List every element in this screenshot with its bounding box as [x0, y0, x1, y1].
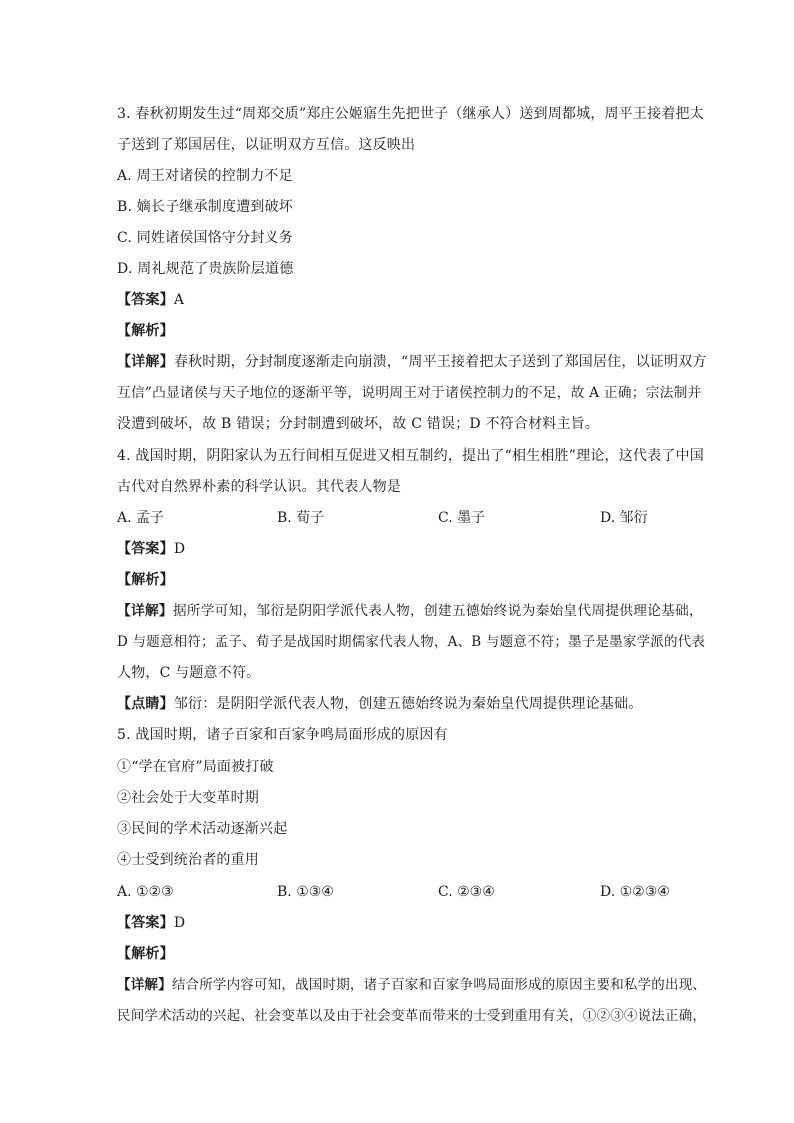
- q3-option-b: B. 嫡长子继承制度遭到破坏: [117, 199, 293, 215]
- q5-detail-line-1: [117, 975, 707, 995]
- q3-stem-line-2: 子送到了郑国居住，以证明双方互信。这反映出: [117, 137, 416, 153]
- q5-analysis: [117, 944, 707, 964]
- detail-text: 春秋时期，分封制度逐渐走向崩溃，“周平王接着把太子送到了郑国居住，以证明双方: [173, 354, 707, 370]
- q3-detail-line-3: 没遭到破坏，故 B 错误；分封制遭到破坏，故 C 错误；D 不符合材料主旨。: [117, 416, 600, 432]
- q5-item-2: ②社会处于大变革时期: [117, 790, 259, 806]
- point-text: 邹衍：是阴阳学派代表人物，创建五德始终说为秦始皇代周提供理论基础。: [173, 696, 643, 712]
- q3-option-c: C. 同姓诸侯国恪守分封义务: [117, 230, 293, 246]
- q3-option-d: D. 周礼规范了贵族阶层道德: [117, 261, 294, 277]
- q4-detail-line-3: 人物，C 与题意不符。: [117, 665, 261, 681]
- q5-option-a: A. ①②③: [117, 884, 174, 900]
- q3-detail-line-2: 互信”凸显诸侯与天子地位的逐渐平等，说明周王对于诸侯控制力的不足，故 A 正确；宗法制并: [117, 385, 702, 401]
- analysis-tag: 【解析】: [117, 946, 174, 962]
- q3-detail-line-1: [117, 352, 707, 372]
- q4-analysis: [117, 570, 707, 590]
- answer-value: A: [173, 292, 185, 308]
- q5-option-c: C. ②③④: [438, 884, 495, 900]
- q5-stem: 5. 战国时期，诸子百家和百家争鸣局面形成的原因有: [117, 727, 448, 743]
- q5-option-d: D. ①②③④: [600, 884, 670, 900]
- q4-option-b: B. 荀子: [277, 510, 325, 526]
- point-tag: 【点睛】: [117, 696, 174, 712]
- q4-answer: [117, 539, 707, 559]
- detail-tag: 【详解】: [117, 354, 174, 370]
- q5-item-1: ①“学在官府”局面被打破: [117, 759, 274, 775]
- q4-option-c: C. 墨子: [438, 510, 486, 526]
- q4-option-d: D. 邹衍: [600, 510, 648, 526]
- q3-answer: [117, 290, 707, 310]
- q4-detail-line-2: D 与题意相符；孟子、荀子是战国时期儒家代表人物，A、B 与题意不符；墨子是墨家学派的代表: [117, 634, 706, 650]
- detail-tag: 【详解】: [117, 977, 172, 993]
- analysis-tag: 【解析】: [117, 323, 174, 339]
- answer-tag: 【答案】: [117, 541, 174, 557]
- answer-value: D: [173, 915, 186, 931]
- q5-item-4: ④士受到统治者的重用: [117, 852, 259, 868]
- q5-option-b: B. ①③④: [277, 884, 334, 900]
- detail-text: 结合所学内容可知，战国时期，诸子百家和百家争鸣局面形成的原因主要和私学的出现、: [171, 977, 707, 993]
- q4-option-a: A. 孟子: [117, 510, 165, 526]
- answer-tag: 【答案】: [117, 915, 174, 931]
- q5-item-3: ③民间的学术活动逐渐兴起: [117, 821, 288, 837]
- answer-tag: 【答案】: [117, 292, 174, 308]
- q4-stem-line-1: 4. 战国时期，阴阳家认为五行间相互促进又相互制约，提出了“相生相胜”理论，这代表了中国: [117, 448, 704, 464]
- q4-stem-line-2: 古代对自然界朴素的科学认识。其代表人物是: [117, 479, 401, 495]
- q3-analysis: [117, 321, 707, 341]
- detail-text: 据所学可知，邹衍是阴阳学派代表人物，创建五德始终说为秦始皇代周提供理论基础，: [172, 603, 703, 619]
- q5-answer: [117, 913, 707, 933]
- q5-detail-line-2: 民间学术活动的兴起、社会变革以及由于社会变革而带来的士受到重用有关，①②③④说法正确，: [117, 1008, 707, 1024]
- q3-option-a: A. 周王对诸侯的控制力不足: [117, 168, 293, 184]
- analysis-tag: 【解析】: [117, 572, 174, 588]
- answer-value: D: [173, 541, 186, 557]
- q4-detail-line-1: [117, 601, 707, 621]
- q4-point: [117, 694, 707, 714]
- detail-tag: 【详解】: [117, 603, 173, 619]
- q3-stem-line-1: 3. 春秋初期发生过“周郑交质”郑庄公姬寤生先把世子（继承人）送到周都城，周平王接着把太: [117, 106, 704, 122]
